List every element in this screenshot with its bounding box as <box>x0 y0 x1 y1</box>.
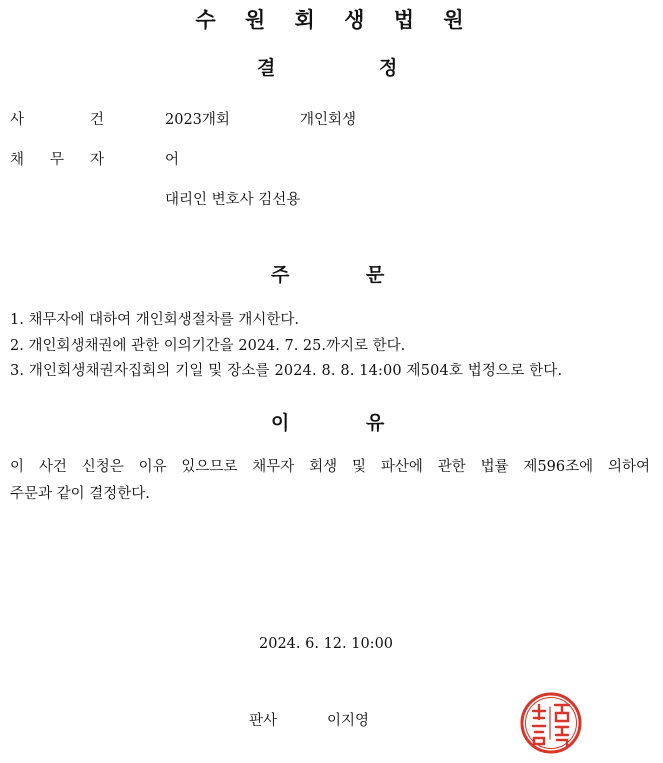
order-heading-right: 문 <box>366 264 385 286</box>
debtor-name: 어 <box>165 152 180 168</box>
reason-heading-right: 유 <box>366 412 385 434</box>
debtor-label-char-1: 채 <box>10 152 25 168</box>
order-item: 1. 채무자에 대하여 개인회생절차를 개시한다. <box>10 312 300 328</box>
case-type: 개인회생 <box>300 112 357 128</box>
order-list <box>10 308 650 385</box>
debtor-representative: 대리인 변호사 김선용 <box>165 192 301 208</box>
judge-name: 이지영 <box>327 713 370 729</box>
order-item: 2. 개인회생채권에 관한 이의기간을 2024. 7. 25.까지로 한다. <box>10 337 406 354</box>
debtor-label-char-3: 자 <box>90 152 105 168</box>
reason-line-2: 주문과 같이 결정한다. <box>10 486 150 502</box>
reason-heading-left: 이 <box>271 412 290 434</box>
reason-line-1: 이 사건 신청은 이유 있으므로 채무자 회생 및 파산에 관한 법률 제596조에 의하여 <box>10 459 650 475</box>
debtor-label-char-2: 무 <box>50 152 65 168</box>
court-name: 수 원 회 생 법 원 <box>195 8 468 32</box>
official-seal-icon <box>519 691 583 755</box>
doc-type-left: 결 <box>257 57 276 79</box>
order-heading-left: 주 <box>271 264 290 286</box>
decision-date: 2024. 6. 12. 10:00 <box>259 636 394 652</box>
doc-type-right: 정 <box>379 57 398 79</box>
judge-title: 판사 <box>249 713 278 729</box>
case-number: 2023개회 <box>165 112 230 128</box>
case-label-char-1: 사 <box>10 112 25 128</box>
case-label-char-2: 건 <box>90 112 105 128</box>
order-item: 3. 개인회생채권자집회의 기일 및 장소를 2024. 8. 8. 14:00 제504호 법정으로 한다. <box>10 363 563 379</box>
reason-paragraph <box>10 454 650 508</box>
